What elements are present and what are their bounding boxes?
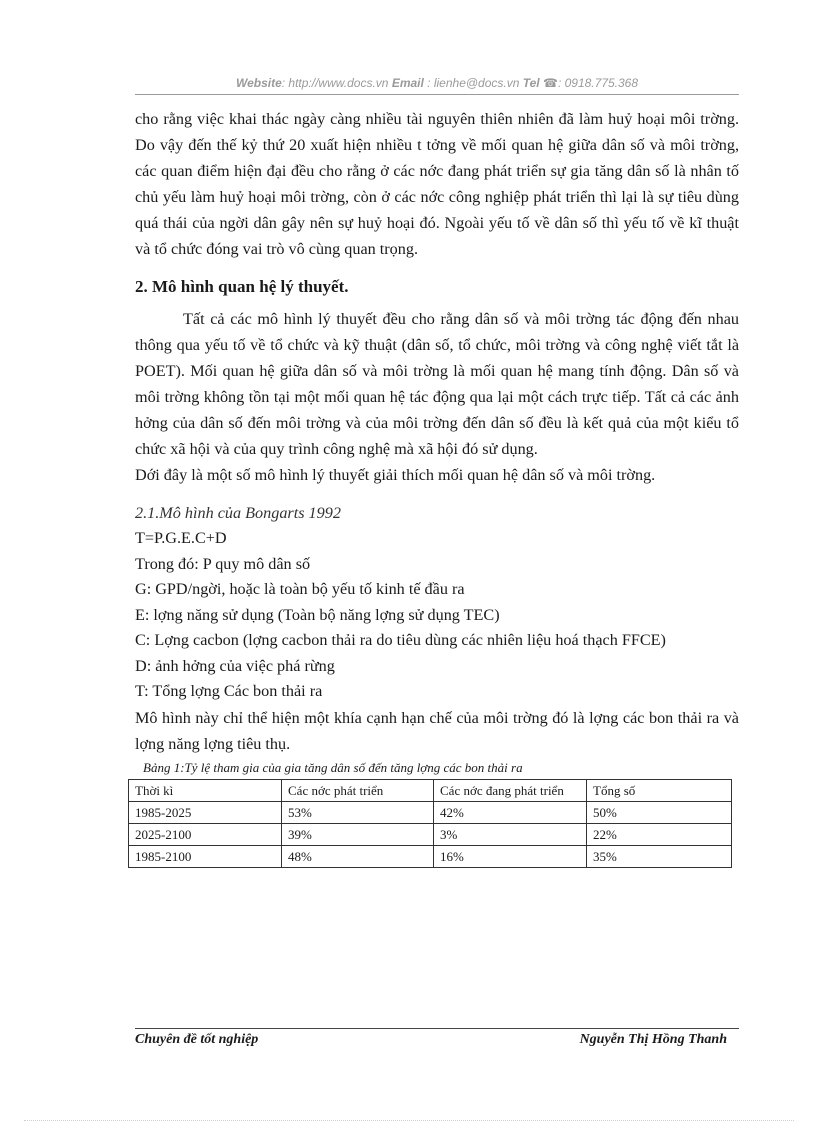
formula-line: T=P.G.E.C+D [135, 529, 227, 547]
header-cell: Các nớc phát triển [282, 779, 434, 801]
table-cell: 2025-2100 [129, 823, 282, 845]
formula-line: T: Tổng lợng Các bon thải ra [135, 682, 323, 700]
table-cell: 1985-2100 [129, 845, 282, 867]
section-heading: 2. Mô hình quan hệ lý thuyết. [135, 277, 349, 296]
paragraph-4: Mô hình này chỉ thể hiện một khía cạnh hạn chế của môi trờng đó là lợng các bon thải ra và lợng năng lợng tiêu thụ. [135, 708, 739, 753]
table-caption: Bảng 1:Tỷ lệ tham gia của gia tăng dân số đến tăng lợng các bon thải ra [143, 759, 523, 775]
table-row [129, 845, 732, 867]
page-header [135, 76, 739, 90]
paragraph-3: Dới đây là một số mô hình lý thuyết giải thích mối quan hệ dân số và môi trờng. [135, 466, 656, 484]
formula-block [135, 526, 739, 705]
header-cell: Thời kì [129, 779, 282, 801]
email-label: Email [391, 76, 424, 90]
table-cell: 16% [434, 845, 587, 867]
table-row [129, 823, 732, 845]
table-cell: 35% [587, 845, 732, 867]
table-cell: 42% [434, 801, 587, 823]
formula-line: C: Lợng cacbon (lợng cacbon thải ra do tiêu dùng các nhiên liệu hoá thạch FFCE) [135, 631, 666, 649]
formula-line: Trong đó: P quy mô dân số [135, 554, 311, 573]
page-bottom-border [24, 1120, 794, 1121]
subsection-heading: 2.1.Mô hình của Bongarts 1992 [135, 504, 341, 522]
table-cell: 53% [282, 801, 434, 823]
formula-line: D: ảnh hởng của việc phá rừng [135, 656, 335, 675]
website-label: Website [235, 76, 282, 90]
footer-left: Chuyên đề tốt nghiệp [135, 1032, 259, 1047]
data-table [128, 779, 732, 868]
page-footer [135, 1032, 727, 1048]
email-value: : lienhe@docs.vn [427, 76, 520, 90]
document-body [135, 106, 739, 868]
table-header-row [129, 779, 732, 801]
footer-divider [135, 1028, 739, 1029]
table-cell: 3% [434, 823, 587, 845]
paragraph-2: Tất cả các mô hình lý thuyết đều cho rằng dân số và môi trờng tác động đến nhau thông qua yếu tố về tổ chức và kỹ thuật (dân số, tổ chức, môi trờng và công nghệ viết tắt là POET). Mối quan hệ giữa dân số và môi trờng là mối quan hệ mang tính động. Dân số và môi trờng không tồn tại một mối quan hệ tác động qua lại một cách trực tiếp. Tất cả các ảnh hởng của dân số đến môi trờng và của môi trờng đến dân số đều là kết quả của một kiểu tổ chức xã hội và của quy trình công nghệ mà xã hội đó sử dụng. [135, 310, 739, 458]
paragraph-1: cho rằng việc khai thác ngày càng nhiều tài nguyên thiên nhiên đã làm huỷ hoại môi trờng. Do vậy đến thế kỷ thứ 20 xuất hiện nhiều t tởng về mối quan hệ giữa dân số và môi trờng, các quan điểm hiện đại đều cho rằng ở các nớc đang phát triển sự gia tăng dân số là nhân tố chủ yếu làm huỷ hoại môi trờng, còn ở các nớc công nghiệp phát triển thì lại là sự tiêu dùng quá thái của ngời dân gây nên sự huỷ hoại đó. Ngoài yếu tố về dân số thì yếu tố về kĩ thuật và tổ chức đóng vai trò vô cùng quan trọng. [135, 110, 739, 258]
tel-value: ☎: 0918.775.368 [543, 76, 639, 90]
table-cell: 50% [587, 801, 732, 823]
header-divider [135, 94, 739, 95]
footer-right: Nguyễn Thị Hồng Thanh [579, 1032, 727, 1047]
header-cell: Các nớc đang phát triển [434, 779, 587, 801]
table-cell: 22% [587, 823, 732, 845]
website-value: : http://www.docs.vn [281, 76, 389, 90]
tel-label: Tel [522, 76, 540, 90]
formula-line: E: lợng năng sử dụng (Toàn bộ năng lợng sử dụng TEC) [135, 605, 500, 624]
table-cell: 48% [282, 845, 434, 867]
header-cell: Tổng số [587, 779, 732, 801]
table-cell: 1985-2025 [129, 801, 282, 823]
table-row [129, 801, 732, 823]
formula-line: G: GPD/ngời, hoặc là toàn bộ yếu tố kinh tế đầu ra [135, 580, 465, 598]
table-cell: 39% [282, 823, 434, 845]
